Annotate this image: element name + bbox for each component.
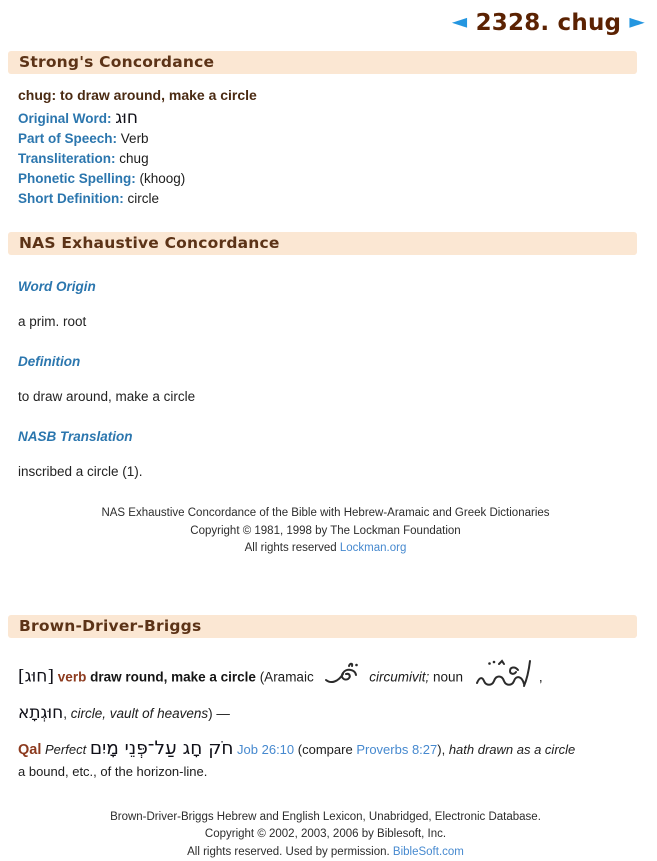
nas-header-label: NAS Exhaustive Concordance xyxy=(19,234,280,252)
nas-copyright-line1: NAS Exhaustive Concordance of the Bible with Hebrew-Aramaic and Greek Dictionaries xyxy=(18,505,633,523)
transliteration-label: Transliteration: xyxy=(18,151,116,166)
job-26-10-link[interactable]: Job 26:10 xyxy=(237,742,294,757)
bdb-aramaic-noun: חוּגְתָא xyxy=(18,703,63,723)
qal-hebrew-phrase: חֹק חָג עַל־פְּנֵי מָיִם xyxy=(90,738,234,759)
syriac-noun-image xyxy=(472,656,534,696)
bdb-latin-gloss: circumivit; xyxy=(369,669,429,684)
bdb-copyright-line1: Brown-Driver-Briggs Hebrew and English Lexicon, Unabridged, Electronic Database. xyxy=(18,809,633,827)
word-origin-value: a prim. root xyxy=(18,314,633,330)
field-transliteration xyxy=(18,149,633,169)
section-header-bdb xyxy=(8,615,637,638)
bdb-noun-gloss: circle, vault of heavens xyxy=(71,706,208,721)
part-of-speech-label: Part of Speech: xyxy=(18,131,117,146)
nas-copyright xyxy=(18,505,633,558)
strongs-section xyxy=(0,87,657,209)
bdb-comma: , xyxy=(539,669,543,684)
bdb-gloss: draw round, make a circle xyxy=(90,669,256,684)
qal-perfect-label: Perfect xyxy=(45,742,86,757)
entry-title: 2328. chug xyxy=(476,10,622,36)
next-entry-arrow[interactable]: ► xyxy=(629,9,645,33)
nas-copyright-line2: Copyright © 1981, 1998 by The Lockman Foundation xyxy=(18,523,633,541)
nas-section xyxy=(0,279,657,558)
entry-navigation xyxy=(0,0,657,36)
original-word-value: חוּג xyxy=(115,108,138,128)
nas-copyright-line3 xyxy=(18,540,633,558)
bdb-header-label: Brown-Driver-Briggs xyxy=(19,617,201,635)
after-refs-text: ), xyxy=(437,742,449,757)
qal-stem-label: Qal xyxy=(18,742,41,758)
bdb-rights-text: All rights reserved. Used by permission. xyxy=(187,846,393,858)
field-short-definition xyxy=(18,189,633,209)
bdb-close-paren: ) — xyxy=(208,706,230,721)
bdb-entry-paragraph xyxy=(18,658,633,729)
field-phonetic-spelling xyxy=(18,169,633,189)
original-word-label: Original Word: xyxy=(18,111,112,126)
short-definition-label: Short Definition: xyxy=(18,191,124,206)
syriac-word-image xyxy=(322,662,360,690)
phonetic-spelling-value: (khoog) xyxy=(140,171,186,186)
bdb-entry-word: [חוּג] xyxy=(18,666,54,686)
transliteration-value: chug xyxy=(119,151,148,166)
strongs-header-label: Strong's Concordance xyxy=(19,53,214,71)
strongs-summary: chug: to draw around, make a circle xyxy=(18,87,633,103)
bdb-aramaic-intro: (Aramaic xyxy=(260,669,314,684)
definition-value: to draw around, make a circle xyxy=(18,389,633,405)
part-of-speech-value: Verb xyxy=(121,131,149,146)
bdb-section xyxy=(0,658,657,861)
qal-tail-text: a bound, etc., of the horizon-line. xyxy=(18,764,207,779)
phonetic-spelling-label: Phonetic Spelling: xyxy=(18,171,136,186)
definition-label: Definition xyxy=(18,354,633,370)
bdb-noun-gloss-comma: , xyxy=(63,706,71,721)
section-header-strongs xyxy=(8,51,637,74)
lockman-link[interactable]: Lockman.org xyxy=(340,542,406,554)
short-definition-value: circle xyxy=(128,191,160,206)
bdb-copyright-line3 xyxy=(18,844,633,861)
previous-entry-arrow[interactable]: ◄ xyxy=(452,9,468,33)
bdb-copyright xyxy=(18,809,633,861)
section-header-nas xyxy=(8,232,637,255)
nasb-translation-value: inscribed a circle (1). xyxy=(18,464,633,480)
biblesoft-link[interactable]: BibleSoft.com xyxy=(393,846,464,858)
nasb-translation-label: NASB Translation xyxy=(18,429,633,445)
field-original-word xyxy=(18,108,633,129)
field-part-of-speech xyxy=(18,129,633,149)
bdb-pos: verb xyxy=(58,669,87,684)
bdb-noun-label: noun xyxy=(433,669,463,684)
word-origin-label: Word Origin xyxy=(18,279,633,295)
bdb-copyright-line2: Copyright © 2002, 2003, 2006 by Biblesoft, Inc. xyxy=(18,826,633,844)
qal-italic-gloss: hath drawn as a circle xyxy=(449,742,575,757)
bdb-qal-paragraph xyxy=(18,738,633,782)
proverbs-8-27-link[interactable]: Proverbs 8:27 xyxy=(356,742,437,757)
nas-rights-text: All rights reserved xyxy=(245,542,340,554)
compare-open-text: (compare xyxy=(298,742,353,757)
